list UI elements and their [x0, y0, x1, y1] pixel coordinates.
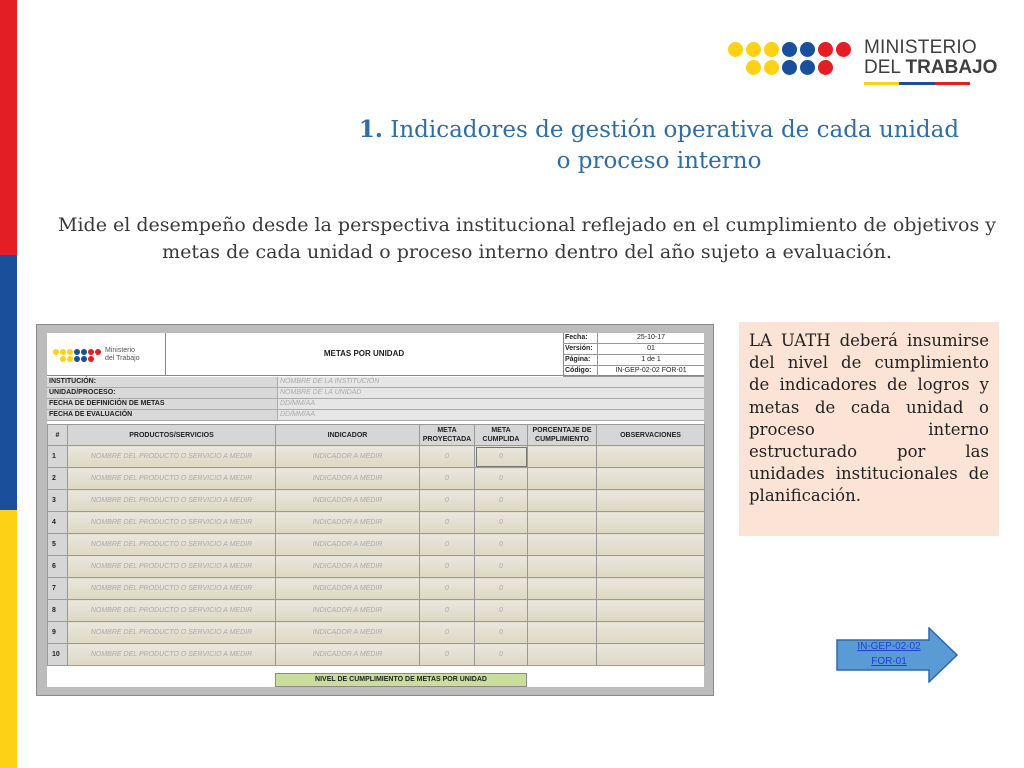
form-logo-text-1: Ministerio [105, 347, 135, 354]
form-logo-dot [67, 356, 73, 362]
meta-proyectada-cell[interactable]: 0 [420, 622, 475, 644]
percentage-cell[interactable] [528, 490, 597, 512]
percentage-cell[interactable] [528, 534, 597, 556]
info-value[interactable]: NOMBRE DE LA INSTITUCIÓN [278, 377, 704, 387]
form-meta [563, 333, 704, 375]
product-cell[interactable]: NOMBRE DEL PRODUCTO O SERVICIO A MEDIR [68, 468, 276, 490]
info-value[interactable]: DD/MM/AA [278, 399, 704, 409]
meta-value: 25-10-17 [636, 334, 666, 341]
note-box: LA UATH deberá insumirse del nivel de cumplimiento de indicadores de logros y metas de cada unidad o proceso interno estructurado por las unidades institucionales de planificación. [739, 322, 999, 536]
meta-row [563, 344, 704, 355]
product-cell[interactable]: NOMBRE DEL PRODUCTO O SERVICIO A MEDIR [68, 512, 276, 534]
info-key: UNIDAD/PROCESO: [47, 388, 278, 398]
slide-title [300, 114, 1018, 177]
product-cell[interactable]: NOMBRE DEL PRODUCTO O SERVICIO A MEDIR [68, 556, 276, 578]
table-body [48, 446, 705, 666]
indicator-cell[interactable]: INDICADOR A MEDIR [276, 490, 420, 512]
form-link-line-2: FOR-01 [871, 656, 907, 667]
percentage-cell[interactable] [528, 644, 597, 666]
indicator-cell[interactable]: INDICADOR A MEDIR [276, 534, 420, 556]
meta-proyectada-cell[interactable]: 0 [420, 578, 475, 600]
form-logo-dot [81, 356, 87, 362]
logo-dot [800, 60, 815, 75]
table-row [48, 578, 705, 600]
observations-cell[interactable] [597, 578, 705, 600]
percentage-cell[interactable] [528, 512, 597, 534]
form-header [47, 333, 704, 376]
form-info [47, 377, 704, 421]
metas-form [47, 333, 704, 687]
meta-row [563, 333, 704, 344]
meta-cumplida-cell[interactable]: 0 [475, 622, 528, 644]
ministerio-logo [728, 38, 998, 90]
form-logo-dot [81, 349, 87, 355]
info-row [47, 399, 704, 410]
observations-cell[interactable] [597, 644, 705, 666]
info-row [47, 388, 704, 399]
form-screenshot [36, 324, 714, 696]
row-number: 2 [48, 468, 68, 490]
logo-dot [728, 42, 743, 57]
indicator-cell[interactable]: INDICADOR A MEDIR [276, 512, 420, 534]
meta-key: Página: [563, 355, 598, 365]
product-cell[interactable]: NOMBRE DEL PRODUCTO O SERVICIO A MEDIR [68, 490, 276, 512]
logo-bar-segment [935, 82, 970, 85]
table-row [48, 600, 705, 622]
slide-description: Mide el desempeño desde la perspectiva institucional reflejado en el cumplimiento de objetivos y metas de cada unidad o proceso interno dentro del año sujeto a evaluación. [58, 214, 996, 263]
observations-cell[interactable] [597, 512, 705, 534]
observations-cell[interactable] [597, 600, 705, 622]
form-logo-dot [60, 349, 66, 355]
column-header: OBSERVACIONES [597, 425, 705, 446]
meta-cumplida-cell[interactable]: 0 [475, 468, 528, 490]
row-number: 6 [48, 556, 68, 578]
observations-cell[interactable] [597, 534, 705, 556]
info-row [47, 377, 704, 388]
form-logo-dot [88, 356, 94, 362]
logo-dots-icon [728, 40, 853, 80]
form-logo-text [105, 347, 140, 363]
meta-key: Fecha: [563, 333, 598, 343]
title-line-1: Indicadores de gestión operativa de cada unidad [390, 117, 960, 143]
column-header: META PROYECTADA [420, 425, 475, 446]
form-logo-dot [74, 349, 80, 355]
meta-proyectada-cell[interactable]: 0 [420, 446, 475, 468]
table-row [48, 446, 705, 468]
meta-proyectada-cell[interactable]: 0 [420, 644, 475, 666]
observations-cell[interactable] [597, 622, 705, 644]
meta-row [563, 366, 704, 377]
logo-wordmark [864, 38, 997, 78]
logo-dot [746, 42, 761, 57]
form-logo-dot [67, 349, 73, 355]
form-link-line-1: IN-GEP-02-02 [857, 641, 921, 652]
logo-dot [818, 42, 833, 57]
indicator-cell[interactable]: INDICADOR A MEDIR [276, 556, 420, 578]
form-link-arrow[interactable] [836, 627, 958, 683]
info-row [47, 410, 704, 421]
form-logo-dot [60, 356, 66, 362]
indicator-cell[interactable]: INDICADOR A MEDIR [276, 468, 420, 490]
product-cell[interactable]: NOMBRE DEL PRODUCTO O SERVICIO A MEDIR [68, 534, 276, 556]
column-header: META CUMPLIDA [475, 425, 528, 446]
table-row [48, 556, 705, 578]
product-cell[interactable]: NOMBRE DEL PRODUCTO O SERVICIO A MEDIR [68, 644, 276, 666]
form-title: METAS POR UNIDAD [165, 333, 564, 375]
row-number: 5 [48, 534, 68, 556]
indicator-cell[interactable]: INDICADOR A MEDIR [276, 578, 420, 600]
meta-proyectada-cell[interactable]: 0 [420, 468, 475, 490]
product-cell[interactable]: NOMBRE DEL PRODUCTO O SERVICIO A MEDIR [68, 600, 276, 622]
form-logo-dot [95, 349, 101, 355]
form-logo-dot [88, 349, 94, 355]
table-row [48, 512, 705, 534]
logo-line-2 [864, 58, 997, 78]
observations-cell[interactable] [597, 446, 705, 468]
form-logo-dots-icon [53, 349, 103, 363]
logo-dot [800, 42, 815, 57]
meta-value: 1 de 1 [641, 356, 661, 363]
table-row [48, 490, 705, 512]
logo-dot [836, 42, 851, 57]
product-cell[interactable]: NOMBRE DEL PRODUCTO O SERVICIO A MEDIR [68, 578, 276, 600]
logo-dot [782, 42, 797, 57]
column-header: # [48, 425, 68, 446]
meta-proyectada-cell[interactable]: 0 [420, 556, 475, 578]
logo-color-bar [864, 82, 970, 85]
row-number: 3 [48, 490, 68, 512]
info-key: INSTITUCIÓN: [47, 377, 278, 387]
meta-key: Código: [563, 366, 598, 376]
meta-cumplida-cell[interactable]: 0 [475, 600, 528, 622]
meta-row [563, 355, 704, 366]
product-cell[interactable]: NOMBRE DEL PRODUCTO O SERVICIO A MEDIR [68, 622, 276, 644]
meta-cumplida-cell[interactable]: 0 [475, 490, 528, 512]
form-logo-text-2: del Trabajo [105, 355, 140, 362]
logo-bar-segment [864, 82, 899, 85]
form-footer: NIVEL DE CUMPLIMIENTO DE METAS POR UNIDAD [275, 673, 527, 687]
row-number: 7 [48, 578, 68, 600]
meta-cumplida-cell[interactable]: 0 [475, 644, 528, 666]
logo-bar-segment [899, 82, 934, 85]
meta-proyectada-cell[interactable]: 0 [420, 600, 475, 622]
column-header: INDICADOR [276, 425, 420, 446]
table-row [48, 644, 705, 666]
percentage-cell[interactable] [528, 556, 597, 578]
stripe-blue [0, 255, 17, 510]
column-header: PORCENTAJE DE CUMPLIMIENTO [528, 425, 597, 446]
meta-value: IN-GEP-02-02 FOR-01 [615, 367, 687, 374]
percentage-cell[interactable] [528, 600, 597, 622]
observations-cell[interactable] [597, 468, 705, 490]
meta-cumplida-cell[interactable]: 0 [475, 556, 528, 578]
meta-proyectada-cell[interactable]: 0 [420, 512, 475, 534]
title-line-2: o proceso interno [556, 148, 762, 174]
meta-proyectada-cell[interactable]: 0 [420, 534, 475, 556]
indicator-cell[interactable]: INDICADOR A MEDIR [276, 446, 420, 468]
info-key: FECHA DE DEFINICIÓN DE METAS [47, 399, 278, 409]
meta-cumplida-cell[interactable]: 0 [475, 534, 528, 556]
table-row [48, 622, 705, 644]
logo-line-1: MINISTERIO [864, 37, 977, 58]
row-number: 8 [48, 600, 68, 622]
logo-line-2b: TRABAJO [905, 57, 998, 78]
logo-dot [746, 60, 761, 75]
stripe-red [0, 0, 17, 255]
logo-dot [818, 60, 833, 75]
meta-cumplida-cell[interactable]: 0 [475, 446, 528, 468]
form-table [47, 424, 705, 666]
table-row [48, 534, 705, 556]
indicator-cell[interactable]: INDICADOR A MEDIR [276, 600, 420, 622]
column-header: PRODUCTOS/SERVICIOS [68, 425, 276, 446]
indicator-cell[interactable]: INDICADOR A MEDIR [276, 622, 420, 644]
meta-cumplida-cell[interactable]: 0 [475, 512, 528, 534]
title-number: 1. [358, 116, 383, 143]
meta-key: Versión: [563, 344, 598, 354]
meta-proyectada-cell[interactable]: 0 [420, 490, 475, 512]
row-number: 1 [48, 446, 68, 468]
row-number: 9 [48, 622, 68, 644]
observations-cell[interactable] [597, 490, 705, 512]
row-number: 10 [48, 644, 68, 666]
percentage-cell[interactable] [528, 468, 597, 490]
info-value[interactable]: DD/MM/AA [278, 410, 704, 420]
product-cell[interactable]: NOMBRE DEL PRODUCTO O SERVICIO A MEDIR [68, 446, 276, 468]
form-logo-dot [74, 356, 80, 362]
logo-dot [764, 42, 779, 57]
info-value[interactable]: NOMBRE DE LA UNIDAD [278, 388, 704, 398]
table-header-row [48, 425, 705, 446]
info-key: FECHA DE EVALUACIÓN [47, 410, 278, 420]
percentage-cell[interactable] [528, 446, 597, 468]
form-logo-dot [53, 349, 59, 355]
logo-dot [782, 60, 797, 75]
row-number: 4 [48, 512, 68, 534]
meta-cumplida-cell[interactable]: 0 [475, 578, 528, 600]
meta-value: 01 [647, 345, 655, 352]
percentage-cell[interactable] [528, 578, 597, 600]
form-logo [47, 333, 166, 375]
percentage-cell[interactable] [528, 622, 597, 644]
stripe-yellow [0, 510, 17, 768]
table-row [48, 468, 705, 490]
observations-cell[interactable] [597, 556, 705, 578]
indicator-cell[interactable]: INDICADOR A MEDIR [276, 644, 420, 666]
form-link[interactable] [840, 639, 938, 669]
logo-dot [764, 60, 779, 75]
logo-line-2a: DEL [864, 57, 906, 78]
